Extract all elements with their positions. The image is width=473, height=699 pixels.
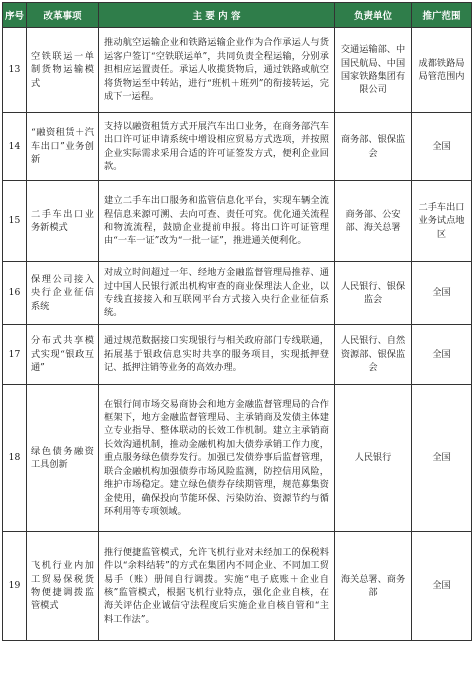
- promotion-scope: 全国: [412, 325, 472, 385]
- row-number: 15: [3, 181, 27, 262]
- promotion-scope: 全国: [412, 532, 472, 641]
- main-content: 推动航空运输企业和铁路运输企业作为合作承运人与货运客户签订“空铁联运单”，共同负责全程运输，分别承担相应运置责任。承运人收揽货物后，通过铁路或航空将货物运至中转站，进行“班机＋班列”的衔接转运，完成下一运程。: [99, 28, 335, 113]
- row-number: 17: [3, 325, 27, 385]
- main-content: 在银行间市场交易商协会和地方金融监督管理局的合作框架下，地方金融监督管理局、主承销商及发债主体建立专业指导、整体联动的长效工作机制。建立主承销商长效沟通机制，推动金融机构加大债券承销工作力度，重点服务绿色债券发行。加强已发债券事后监督管理，联合金融机构加强债券市场风险监测，防控信用风险，维护市场稳定。建立绿色债券存续期管理，规范募集资金使用，确保投向节能环保、污染防治、资源节约与循环利用等专项领域。: [99, 385, 335, 532]
- header-row: [3, 3, 472, 28]
- row-number: 18: [3, 385, 27, 532]
- row-number: 13: [3, 28, 27, 113]
- main-content: 支持以融资租赁方式开展汽车出口业务，在商务部汽车出口许可证申请系统中增设相应贸易方式选项，并按照企业实际需求采用合适的许可证签发方式，便利企业回款。: [99, 113, 335, 181]
- main-content: 建立二手车出口服务和监管信息化平台，实现车辆全流程信息来源可溯、去向可查、责任可究。优化通关流程和物流流程，鼓励企业提前申报。将出口许可证管理由“一车一证”改为“一批一证”，推进通关便利化。: [99, 181, 335, 262]
- reform-table: [2, 2, 472, 641]
- main-content: 推行便捷监管模式，允许飞机行业对未经加工的保税料件以“余料结转”的方式在集团内不同企业、不同加工贸易手（账）册间自行调拨。实施“电子底账＋企业自核”监管模式，根据飞机行业特点，强化企业自核，在海关评估企业诚信守法程度后实施企业自核自管和“主料工作法”。: [99, 532, 335, 641]
- row-number: 16: [3, 262, 27, 325]
- row-number: 19: [3, 532, 27, 641]
- reform-item: 空铁联运一单制货物运输模式: [27, 28, 99, 113]
- header-scope: 推广范围: [412, 3, 472, 28]
- reform-item: 二手车出口业务新模式: [27, 181, 99, 262]
- table-header: [3, 3, 472, 28]
- header-reform-item: 改革事项: [27, 3, 99, 28]
- row-number: 14: [3, 113, 27, 181]
- responsible-unit: 人民银行: [335, 385, 412, 532]
- reform-item: “融资租赁＋汽车出口”业务创新: [27, 113, 99, 181]
- responsible-unit: 商务部、公安部、海关总署: [335, 181, 412, 262]
- responsible-unit: 交通运输部、中国民航局、中国国家铁路集团有限公司: [335, 28, 412, 113]
- responsible-unit: 海关总署、商务部: [335, 532, 412, 641]
- promotion-scope: 全国: [412, 385, 472, 532]
- table-body: [3, 28, 472, 641]
- reform-item: 保理公司接入央行企业征信系统: [27, 262, 99, 325]
- table-row: [3, 385, 472, 532]
- promotion-scope: 成都铁路局局管范围内: [412, 28, 472, 113]
- table-row: [3, 262, 472, 325]
- table-row: [3, 28, 472, 113]
- reform-item: 分布式共享模式实现“银政互通”: [27, 325, 99, 385]
- responsible-unit: 人民银行、银保监会: [335, 262, 412, 325]
- table-row: [3, 325, 472, 385]
- promotion-scope: 二手车出口业务试点地区: [412, 181, 472, 262]
- reform-item: 飞机行业内加工贸易保税货物便捷调拨监管模式: [27, 532, 99, 641]
- main-content: 通过规范数据接口实现银行与相关政府部门专线联通，拓展基于银政信息实时共享的服务项目，实现抵押登记、抵押注销等业务的高效办理。: [99, 325, 335, 385]
- reform-item: 绿色债务融资工具创新: [27, 385, 99, 532]
- reform-table-container: [2, 2, 471, 641]
- header-number: 序号: [3, 3, 27, 28]
- main-content: 对成立时间超过一年、经地方金融监督管理局推荐、通过中国人民银行派出机构审查的商业保理法人企业，以专线直接接入和互联网平台方式接入央行企业征信系统。: [99, 262, 335, 325]
- table-row: [3, 113, 472, 181]
- promotion-scope: 全国: [412, 262, 472, 325]
- table-row: [3, 181, 472, 262]
- header-responsible-unit: 负责单位: [335, 3, 412, 28]
- header-main-content: 主 要 内 容: [99, 3, 335, 28]
- table-row: [3, 532, 472, 641]
- responsible-unit: 商务部、银保监会: [335, 113, 412, 181]
- promotion-scope: 全国: [412, 113, 472, 181]
- responsible-unit: 人民银行、自然资源部、银保监会: [335, 325, 412, 385]
